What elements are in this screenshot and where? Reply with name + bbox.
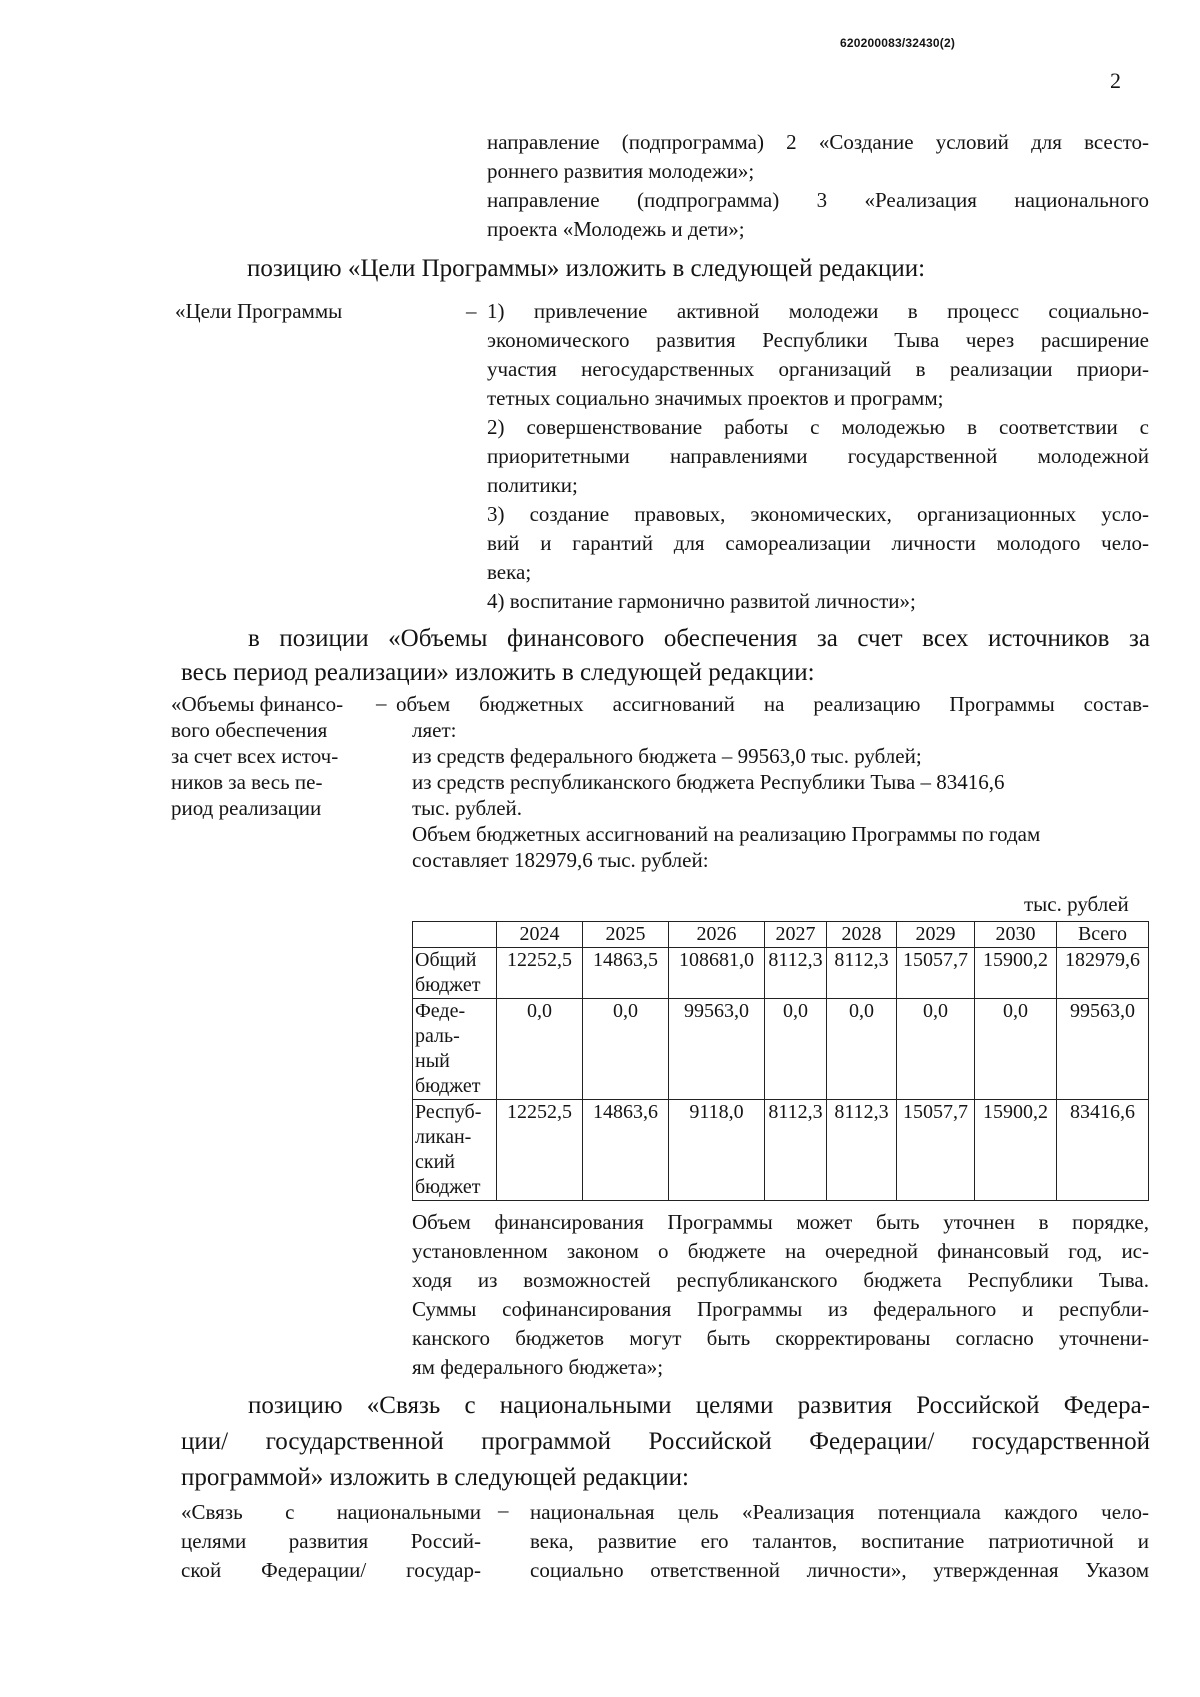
row-label-line: Феде- [415, 1000, 466, 1022]
finance-note [412, 1208, 1149, 1382]
text-line: экономического развития Республики Тыва через расширение [487, 328, 1149, 352]
row-label-line: бюджет [415, 974, 481, 996]
row-label [413, 948, 497, 999]
row-label [413, 1100, 497, 1201]
column-header: 2030 [975, 922, 1057, 948]
text-line: вий и гарантий для самореализации личности молодого чело- [487, 531, 1149, 555]
row-label-line: Респуб- [415, 1101, 482, 1123]
table-cell: 8112,3 [765, 948, 827, 999]
column-header: 2024 [497, 922, 583, 948]
table-cell: 83416,6 [1057, 1100, 1149, 1201]
row-label-line: ский [415, 1151, 455, 1173]
text-line: роннего развития молодежи»; [487, 159, 755, 183]
text-line: вого обеспечения [171, 718, 328, 742]
table-cell: 0,0 [583, 999, 669, 1100]
text-line: тыс. рублей. [412, 796, 523, 820]
table-cell: 99563,0 [669, 999, 765, 1100]
goals-heading: позицию «Цели Программы» изложить в следующей редакции: [247, 255, 926, 282]
table-cell: 0,0 [497, 999, 583, 1100]
links-heading [181, 1388, 1150, 1496]
column-header: 2027 [765, 922, 827, 948]
table-cell: 12252,5 [497, 948, 583, 999]
row-label [413, 999, 497, 1100]
table-cell: 99563,0 [1057, 999, 1149, 1100]
text-line: объем бюджетных ассигнований на реализацию Программы состав- [396, 692, 1149, 716]
table-cell: 12252,5 [497, 1100, 583, 1201]
goals-label: «Цели Программы [175, 299, 343, 323]
finance-text-cont [412, 717, 1149, 873]
links-text [530, 1498, 1149, 1585]
text-line: века; [487, 560, 532, 584]
column-header: Всего [1057, 922, 1149, 948]
text-line: ции/ государственной программой Российской Федерации/ государственной [181, 1428, 1150, 1455]
text-line: 2) совершенствование работы с молодежью в соответствии с [487, 415, 1149, 439]
text-line: составляет 182979,6 тыс. рублей: [412, 848, 709, 872]
table-cell: 182979,6 [1057, 948, 1149, 999]
row-label-line: бюджет [415, 1176, 481, 1198]
table-cell: 8112,3 [827, 948, 897, 999]
text-line: 1) привлечение активной молодежи в процесс социально- [487, 299, 1149, 323]
table-header-row [413, 922, 1149, 948]
table-unit: тыс. рублей [1024, 892, 1129, 916]
table-row [413, 1100, 1149, 1201]
text-line: программой» изложить в следующей редакции: [181, 1464, 689, 1491]
text-line: Суммы софинансирования Программы из федерального и республи- [412, 1297, 1149, 1321]
text-line: риод реализации [171, 796, 322, 820]
text-line: ям федерального бюджета»; [412, 1355, 664, 1379]
table-row [413, 948, 1149, 999]
table-cell: 14863,5 [583, 948, 669, 999]
table-cell: 0,0 [827, 999, 897, 1100]
text-line: из средств республиканского бюджета Республики Тыва – 83416,6 [412, 770, 1005, 794]
text-line: участия негосударственных организаций в реализации приори- [487, 357, 1149, 381]
text-line: за счет всех источ- [171, 744, 339, 768]
table-cell: 0,0 [975, 999, 1057, 1100]
finance-label [171, 691, 371, 821]
links-dash: – [498, 1498, 509, 1522]
links-label [181, 1498, 481, 1585]
text-line: ходя из возможностей республиканского бюджета Республики Тыва. [412, 1268, 1149, 1292]
text-line: проекта «Молодежь и дети»; [487, 217, 745, 241]
text-line: «Связь с национальными [181, 1500, 481, 1524]
text-line: направление (подпрограмма) 2 «Создание условий для всесто- [487, 130, 1149, 154]
table-cell: 15900,2 [975, 948, 1057, 999]
text-line: 4) воспитание гармонично развитой личности»; [487, 589, 916, 613]
table-cell: 9118,0 [669, 1100, 765, 1201]
budget-table [412, 921, 1149, 1201]
row-label-line: бюджет [415, 1075, 481, 1097]
subprogram-list [487, 128, 1149, 244]
finance-dash: – [376, 691, 387, 715]
text-line: века, развитие его талантов, воспитание патриотичной и [530, 1529, 1149, 1553]
text-line: ников за весь пе- [171, 770, 323, 794]
page-number: 2 [1110, 68, 1121, 93]
column-header: 2028 [827, 922, 897, 948]
table-cell: 15900,2 [975, 1100, 1057, 1201]
text-line: в позиции «Объемы финансового обеспечения за счет всех источников за [248, 625, 1150, 652]
text-line: тетных социально значимых проектов и программ; [487, 386, 944, 410]
row-label-line: ликан- [415, 1126, 472, 1148]
table-cell: 108681,0 [669, 948, 765, 999]
text-line: Объем финансирования Программы может быть уточнен в порядке, [412, 1210, 1149, 1234]
text-line: канского бюджетов могут быть скорректированы согласно уточнени- [412, 1326, 1149, 1350]
text-line: приоритетными направлениями государственной молодежной [487, 444, 1149, 468]
table-cell: 0,0 [897, 999, 975, 1100]
text-line: 3) создание правовых, экономических, организационных усло- [487, 502, 1149, 526]
row-label-line: ный [415, 1050, 450, 1072]
goals-dash: – [466, 299, 477, 323]
finance-text [396, 691, 1149, 717]
column-header [413, 922, 497, 948]
text-line: направление (подпрограмма) 3 «Реализация национального [487, 188, 1149, 212]
text-line: ской Федерации/ государ- [181, 1558, 481, 1582]
column-header: 2029 [897, 922, 975, 948]
row-label-line: Общий [415, 949, 477, 971]
text-line: позицию «Связь с национальными целями развития Российской Федера- [248, 1392, 1150, 1419]
document-id: 620200083/32430(2) [840, 36, 956, 50]
table-cell: 8112,3 [765, 1100, 827, 1201]
table-cell: 15057,7 [897, 1100, 975, 1201]
column-header: 2025 [583, 922, 669, 948]
table-cell: 15057,7 [897, 948, 975, 999]
text-line: установленном законом о бюджете на очередной финансовый год, ис- [412, 1239, 1149, 1263]
table-cell: 0,0 [765, 999, 827, 1100]
table-row [413, 999, 1149, 1100]
table-cell: 8112,3 [827, 1100, 897, 1201]
finance-heading-line2: весь период реализации» изложить в следующей редакции: [181, 659, 815, 686]
text-line: ляет: [412, 718, 457, 742]
text-line: национальная цель «Реализация потенциала каждого чело- [530, 1500, 1149, 1524]
text-line: целями развития Россий- [181, 1529, 481, 1553]
finance-heading-line1 [248, 625, 1150, 653]
text-line: Объем бюджетных ассигнований на реализацию Программы по годам [412, 822, 1041, 846]
column-header: 2026 [669, 922, 765, 948]
text-line: социально ответственной личности», утвержденная Указом [530, 1558, 1149, 1582]
table-cell: 14863,6 [583, 1100, 669, 1201]
text-line: «Объемы финансо- [171, 692, 344, 716]
goals-list [487, 297, 1149, 616]
text-line: политики; [487, 473, 578, 497]
text-line: из средств федерального бюджета – 99563,0 тыс. рублей; [412, 744, 922, 768]
row-label-line: раль- [415, 1025, 460, 1047]
